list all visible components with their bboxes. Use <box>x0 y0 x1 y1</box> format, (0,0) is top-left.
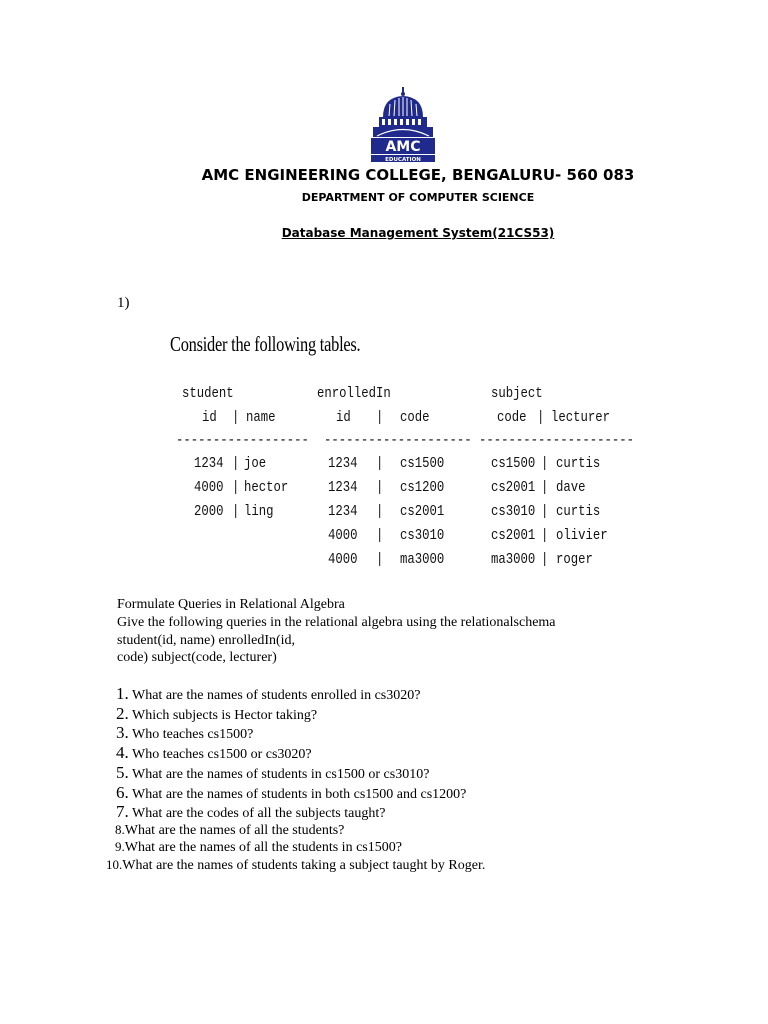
subject-cell-lecturer: olivier <box>556 527 608 544</box>
enrolled-cell-id: 1234 <box>328 479 358 496</box>
cell-sep: | <box>376 503 384 520</box>
query-text: What are the names of students in both cs1500 and cs1200? <box>128 787 467 802</box>
query-text: What are the names of all the students? <box>124 823 345 838</box>
student-cell-name: hector <box>244 479 289 496</box>
query-number: 4. <box>116 743 129 762</box>
cell-sep: | <box>376 479 384 496</box>
cell-sep: | <box>232 503 240 520</box>
student-col-sep: | <box>232 409 240 426</box>
cell-sep: | <box>541 551 549 568</box>
query-item <box>116 763 429 783</box>
subject-cell-lecturer: curtis <box>556 503 601 520</box>
subject-cell-lecturer: dave <box>556 479 586 496</box>
cell-sep: | <box>232 479 240 496</box>
enrolled-cell-id: 4000 <box>328 527 358 544</box>
subject-col-code: code <box>497 409 527 426</box>
cell-sep: | <box>232 455 240 472</box>
subject-cell-code: cs2001 <box>491 479 536 496</box>
dome-logo-icon <box>369 87 437 163</box>
query-text: Who teaches cs1500 or cs3020? <box>128 747 312 762</box>
enrolled-col-sep: | <box>376 409 384 426</box>
query-number: 10. <box>106 857 123 872</box>
enrolled-cell-code: cs1200 <box>400 479 445 496</box>
enrolled-table-name: enrolledIn <box>317 385 391 402</box>
enrolled-cell-code: cs2001 <box>400 503 445 520</box>
cell-sep: | <box>541 455 549 472</box>
query-item <box>115 822 344 839</box>
cell-sep: | <box>541 527 549 544</box>
intro-line-1: Formulate Queries in Relational Algebra <box>117 597 345 612</box>
query-number: 6. <box>116 783 129 802</box>
cell-sep: | <box>376 551 384 568</box>
enrolled-cell-code: cs3010 <box>400 527 445 544</box>
enrolled-cell-id: 1234 <box>328 503 358 520</box>
query-number: 2. <box>116 704 129 723</box>
enrolled-cell-id: 4000 <box>328 551 358 568</box>
query-item <box>116 743 312 763</box>
student-table-name: student <box>182 385 234 402</box>
department-name: DEPARTMENT OF COMPUTER SCIENCE <box>301 191 535 204</box>
query-item <box>116 684 420 704</box>
student-cell-name: joe <box>244 455 267 472</box>
subject-col-sep: | <box>537 409 545 426</box>
query-number: 8. <box>115 822 125 837</box>
subject-cell-code: cs2001 <box>491 527 536 544</box>
question-number: 1) <box>117 295 130 311</box>
cell-sep: | <box>541 479 549 496</box>
subject-col-lecturer: lecturer <box>551 409 611 426</box>
college-logo <box>369 87 437 163</box>
query-text: What are the names of students in cs1500 or cs3010? <box>128 767 430 782</box>
query-number: 1. <box>116 684 129 703</box>
cell-sep: | <box>376 455 384 472</box>
college-name: AMC ENGINEERING COLLEGE, BENGALURU- 560 083 <box>201 166 635 184</box>
query-number: 5. <box>116 763 129 782</box>
query-text: What are the names of all the students in cs1500? <box>124 840 402 855</box>
subject-cell-code: ma3000 <box>491 551 536 568</box>
subject-cell-lecturer: curtis <box>556 455 601 472</box>
subject-separator: --------------------- <box>479 432 635 449</box>
student-separator: ------------------ <box>176 432 309 449</box>
enrolled-cell-code: cs1500 <box>400 455 445 472</box>
student-cell-id: 4000 <box>194 479 224 496</box>
enrolled-separator: -------------------- <box>324 432 472 449</box>
student-col-name: name <box>246 409 276 426</box>
course-title: Database Management System(21CS53) <box>281 226 555 240</box>
query-number: 9. <box>115 839 125 854</box>
subject-table-name: subject <box>491 385 543 402</box>
query-item <box>116 723 253 743</box>
query-text: What are the names of students taking a subject taught by Roger. <box>122 858 486 873</box>
student-cell-name: ling <box>244 503 274 520</box>
query-item <box>116 802 385 822</box>
cell-sep: | <box>376 527 384 544</box>
student-col-id: id <box>202 409 217 426</box>
subject-cell-lecturer: roger <box>556 551 593 568</box>
intro-line-4: code) subject(code, lecturer) <box>117 650 277 665</box>
logo-text: AMC <box>385 139 421 155</box>
query-item <box>116 783 466 803</box>
enrolled-col-code: code <box>400 409 430 426</box>
figure-caption: Consider the following tables. <box>170 332 361 356</box>
subject-cell-code: cs1500 <box>491 455 536 472</box>
student-cell-id: 1234 <box>194 455 224 472</box>
subject-cell-code: cs3010 <box>491 503 536 520</box>
query-number: 3. <box>116 723 129 742</box>
student-cell-id: 2000 <box>194 503 224 520</box>
tables-figure <box>166 330 635 575</box>
query-text: What are the codes of all the subjects taught? <box>128 806 386 821</box>
enrolled-cell-code: ma3000 <box>400 551 445 568</box>
query-item <box>116 704 317 724</box>
enrolled-cell-id: 1234 <box>328 455 358 472</box>
intro-line-2: Give the following queries in the relational algebra using the relationalschema <box>117 615 556 630</box>
intro-line-3: student(id, name) enrolledIn(id, <box>117 633 296 648</box>
query-number: 7. <box>116 802 129 821</box>
query-item <box>115 839 402 856</box>
logo-subtext: EDUCATION <box>385 157 421 163</box>
enrolled-col-id: id <box>336 409 351 426</box>
query-item <box>106 857 485 874</box>
query-text: Which subjects is Hector taking? <box>128 708 318 723</box>
cell-sep: | <box>541 503 549 520</box>
query-text: What are the names of students enrolled in cs3020? <box>128 688 421 703</box>
query-text: Who teaches cs1500? <box>128 727 254 742</box>
